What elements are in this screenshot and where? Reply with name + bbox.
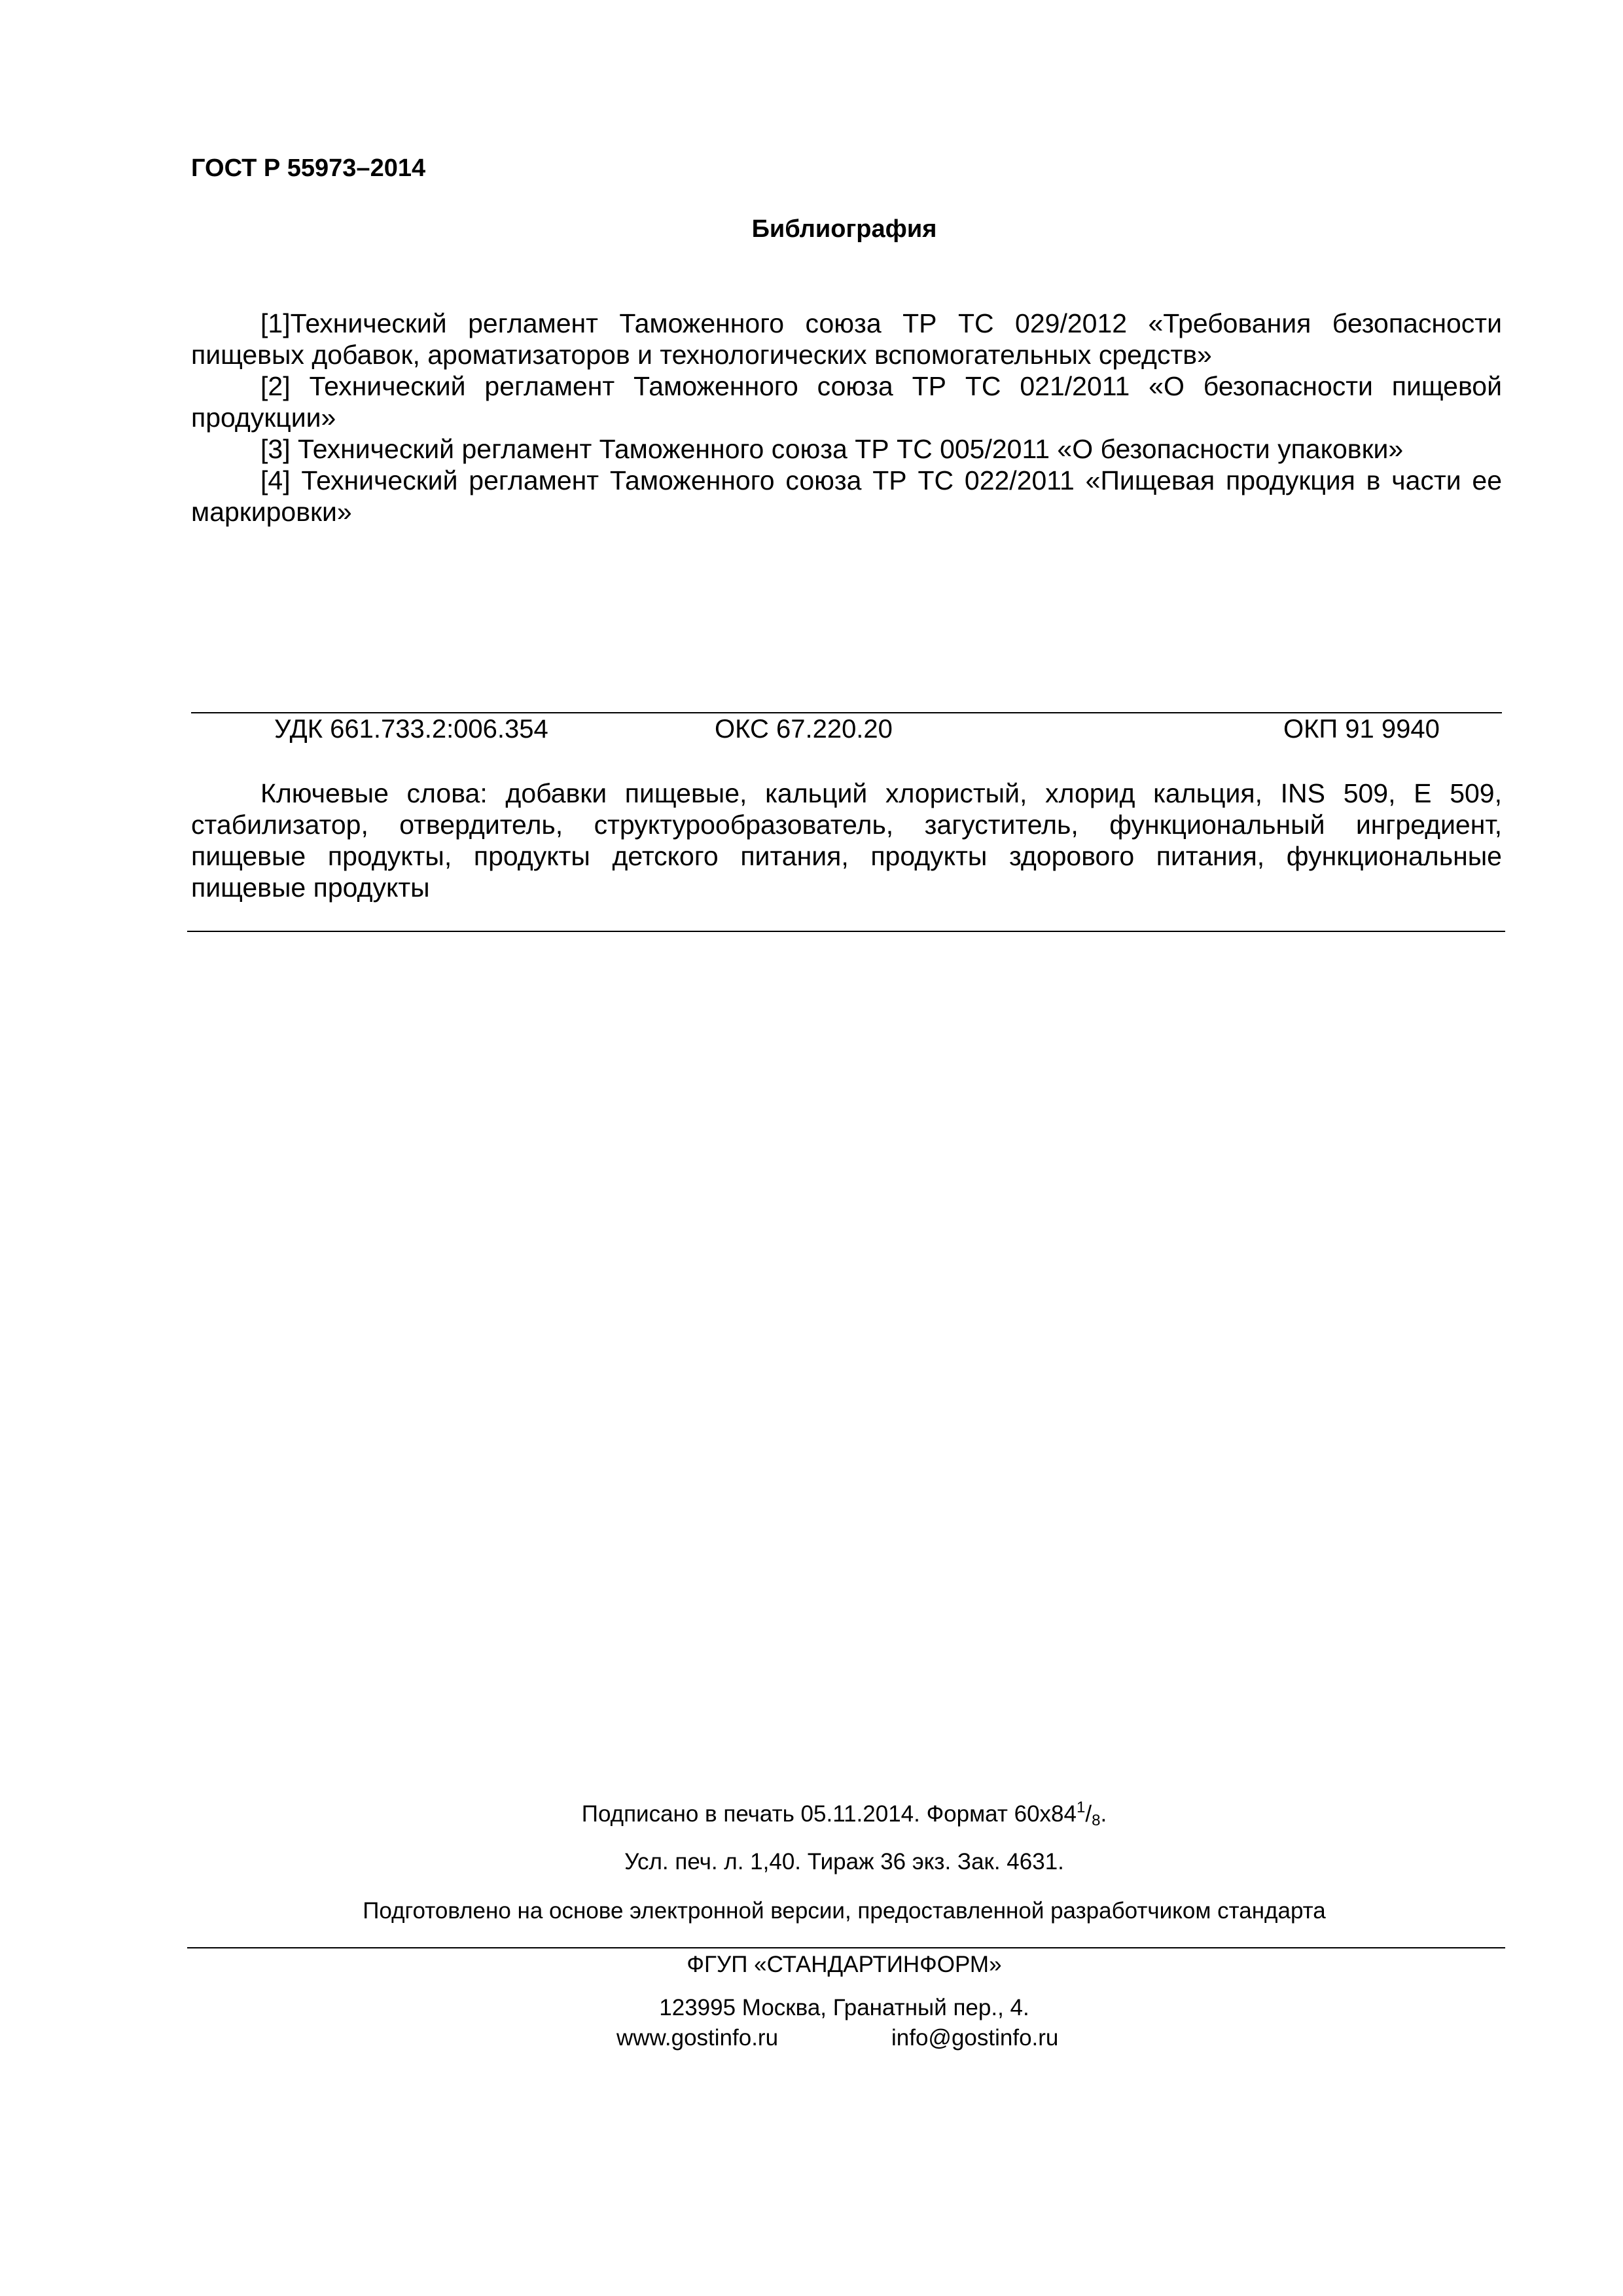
divider-keywords [187, 931, 1505, 932]
entry-line: [1]Технический регламент Таможенного союза ТР ТС 029/2012 «Требования безопасности [260, 308, 1502, 338]
bibliography-entry-3 [191, 433, 1502, 465]
bibliography-title: Библиография [751, 215, 937, 243]
okp-code: ОКП 91 9940 [1283, 715, 1440, 744]
keywords-line: стабилизатор, отвердитель, структурообразователь, загуститель, функциональный ингредиент, [191, 810, 1502, 840]
entry-line: [4] Технический регламент Таможенного союза ТР ТС 022/2011 «Пищевая продукция в части ее [260, 465, 1502, 495]
publisher-address: 123995 Москва, Гранатный пер., 4. [659, 1995, 1029, 2020]
entry-line: [3] Технический регламент Таможенного союза ТР ТС 005/2011 «О безопасности упаковки» [260, 434, 1404, 464]
entry-line: пищевых добавок, ароматизаторов и технологических вспомогательных средств» [191, 340, 1212, 370]
entry-line: маркировки» [191, 497, 352, 527]
print-sheets: Усл. печ. л. 1,40. Тираж 36 экз. Зак. 4631. [624, 1849, 1064, 1874]
oks-code: ОКС 67.220.20 [715, 715, 893, 744]
entry-line: [2] Технический регламент Таможенного союза ТР ТС 021/2011 «О безопасности пищевой [260, 371, 1502, 401]
bibliography-entry-1 [191, 308, 1502, 370]
keywords-block [191, 778, 1502, 903]
publisher-name: ФГУП «СТАНДАРТИНФОРМ» [687, 1952, 1002, 1977]
divider-publisher [187, 1947, 1505, 1948]
format-subscript: 8 [1092, 1812, 1101, 1829]
standard-code: ГОСТ Р 55973–2014 [191, 154, 426, 182]
udk-code: УДК 661.733.2:006.354 [274, 715, 548, 744]
prepared-note: Подготовлено на основе электронной версии, предоставленной разработчиком стандарта [363, 1898, 1326, 1924]
keywords-line: Ключевые слова: добавки пищевые, кальций хлористый, хлорид кальция, INS 509, Е 509, [260, 778, 1502, 808]
keywords-line: пищевые продукты [191, 872, 430, 903]
signed-for-print [0, 1800, 1623, 1829]
website-link[interactable]: www.gostinfo.ru [616, 2025, 779, 2051]
bibliography-entry-4 [191, 465, 1502, 528]
classification-codes [191, 713, 1502, 745]
bibliography-list [191, 308, 1502, 528]
format-superscript: 1 [1077, 1799, 1086, 1816]
format-period: . [1100, 1801, 1107, 1827]
entry-line: продукции» [191, 403, 336, 433]
keywords-line: пищевые продукты, продукты детского питания, продукты здорового питания, функциональные [191, 841, 1502, 871]
format-slash: / [1085, 1801, 1092, 1827]
bibliography-entry-2 [191, 370, 1502, 433]
email-link[interactable]: info@gostinfo.ru [891, 2025, 1059, 2051]
signed-text: Подписано в печать 05.11.2014. Формат 60х84 [581, 1801, 1077, 1827]
